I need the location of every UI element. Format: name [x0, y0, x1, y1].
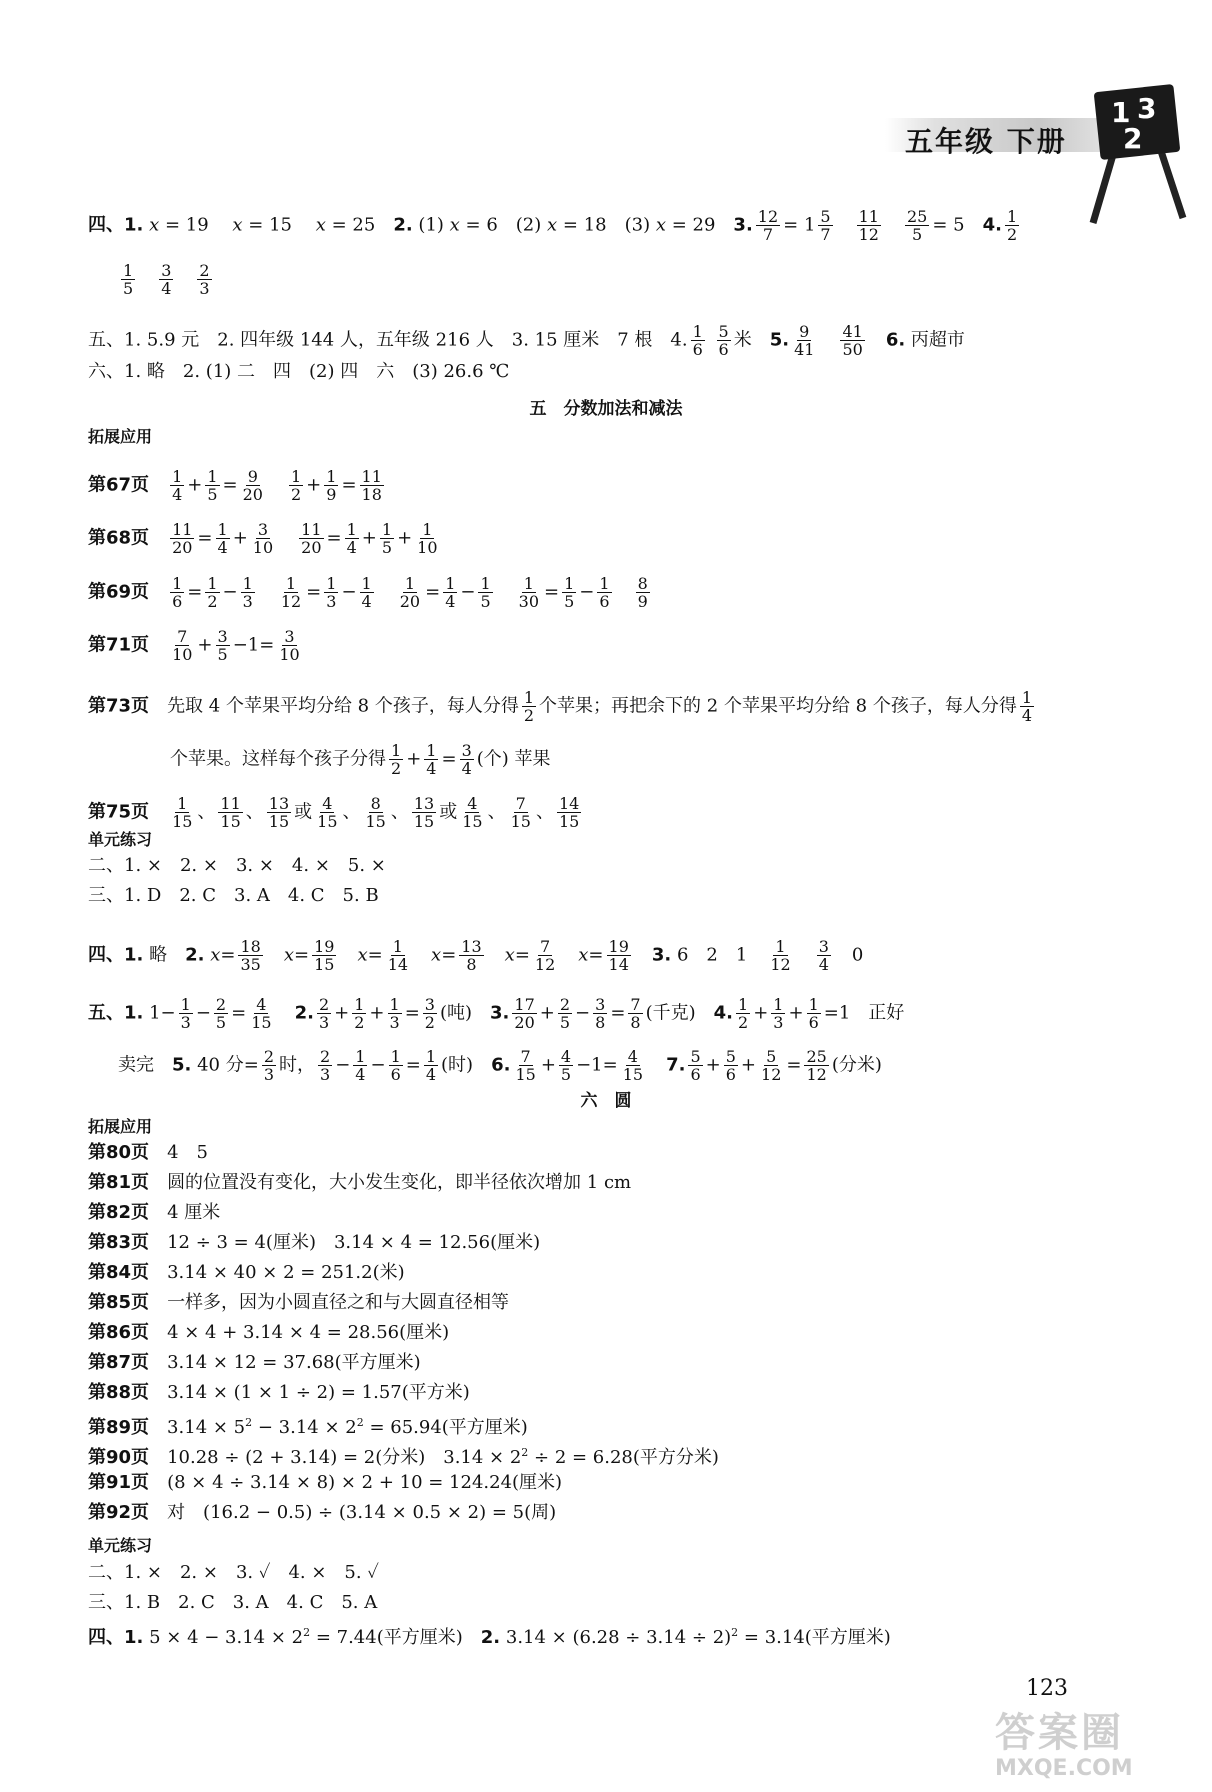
unit5-row-2: 二、1. × 2. × 3. × 4. × 5. ×: [88, 855, 386, 876]
answer-p87: 第87页 3.14 × 12 = 37.68(平方厘米): [88, 1352, 421, 1373]
answer-row-5: 五、1. 5.9 元 2. 四年级 144 人，五年级 216 人 3. 15 厘米 7 根 4. $\frac{1}{6}$ $\frac{5}{6}$ 米 5. $\frac{9}{41}$ $\frac{41}{50}$ 6. 丙超市: [88, 322, 965, 359]
answer-p67: 第67页 $\frac{1}{4}$ + $\frac{1}{5}$ = $\frac{9}{20}$ $\frac{1}{2}$ + $\frac{1}{9}$ = $\frac{11}{18}$: [88, 467, 382, 504]
unit6-row-4: 四、1. $5 \times 4 - 3.14 \times 2^2 = 7.44$(平方厘米) 2. $3.14 \times (6.28 \div 3.14 \div 2)^2 = 3.14$(平方厘米): [88, 1626, 891, 1648]
chalkboard-icon: [1085, 78, 1195, 228]
grade-title: 五年级: [905, 125, 996, 158]
answer-p91: 第91页 (8 × 4 ÷ 3.14 × 8) × 2 + 10 = 124.24(厘米): [88, 1472, 563, 1493]
extension-heading-6: 拓展应用: [88, 1117, 153, 1136]
answer-p82: 第82页 4 厘米: [88, 1202, 221, 1223]
unit5-row-5-cont: 卖完 5. 40 分= $\frac{2}{3}$ 时， $\frac{2}{3}$ − $\frac{1}{4}$ − $\frac{1}{6}$ = $\frac{1}{4}$ (时) 6. $\frac{7}{15}$ + $\frac{4}{5}$ −1= $\frac{4}{15}$ 7. $\frac{5}{6}$ + $\frac{5}{6}$ + $\frac{5}{12}$ = $\frac{25}{12}$ (分米): [118, 1047, 882, 1084]
answer-p75: 第75页 $\frac{1}{15}$ 、 $\frac{11}{15}$ 、 $\frac{13}{15}$ 或 $\frac{4}{15}$ 、 $\frac{8}{15}$ 、 $\frac{13}{15}$ 或 $\frac{4}{15}$ 、 $\frac{7}{15}$ 、 $\frac{14}{15}$: [88, 794, 580, 831]
unit6-row-2: 二、1. × 2. × 3. ✓ 4. × 5. ✓: [88, 1562, 379, 1583]
answer-p90: 第90页 10.28 ÷ (2 + 3.14) = 2(分米) $3.14 \times 2^2 \div 2 = 6.28$(平方分米): [88, 1446, 719, 1468]
answer-row-6: 六、1. 略 2. (1) 二 四 (2) 四 六 (3) 26.6 ℃: [88, 361, 510, 382]
volume-title: 下册: [1006, 125, 1067, 158]
svg-text:2: 2: [1123, 122, 1143, 155]
answer-p85: 第85页 一样多，因为小圆直径之和与大圆直径相等: [88, 1292, 510, 1313]
header-title: [905, 120, 1067, 160]
answer-p73: 第73页 先取 4 个苹果平均分给 8 个孩子，每人分得 $\frac{1}{2}$ 个苹果；再把余下的 2 个苹果平均分给 8 个孩子，每人分得 $\frac{1}{4}$: [88, 688, 1033, 725]
answer-p73-cont: 个苹果。这样每个孩子分得 $\frac{1}{2}$ + $\frac{1}{4}$ = $\frac{3}{4}$ (个) 苹果: [170, 741, 551, 778]
answer-p88: 第88页 3.14 × (1 × 1 ÷ 2) = 1.57(平方米): [88, 1382, 470, 1403]
unit-practice-heading-5: 单元练习: [88, 830, 153, 849]
answer-p89: 第89页 $3.14 \times 5^2 - 3.14 \times 2^2 = 65.94$(平方厘米): [88, 1416, 528, 1438]
answer-row-4: 四、1. x = 19 x = 15 x = 25 2. (1) x = 6 (2) x = 18 (3) x = 29 3. $\frac{12}{7}$ = 1 $\frac{5}{7}$ $\frac{11}{12}$ $\frac{25}{5}$ = 5 4. $\frac{1}{2}$: [88, 207, 1018, 244]
svg-text:3: 3: [1137, 92, 1157, 125]
answer-p68: 第68页 $\frac{11}{20}$ = $\frac{1}{4}$ + $\frac{3}{10}$ $\frac{11}{20}$ = $\frac{1}{4}$ + $\frac{1}{5}$ + $\frac{1}{10}$: [88, 520, 438, 557]
answer-p92: 第92页 对 (16.2 − 0.5) ÷ (3.14 × 0.5 × 2) = 5(周): [88, 1502, 557, 1523]
unit5-row-5: 五、1. 1− $\frac{1}{3}$ − $\frac{2}{5}$ = $\frac{4}{15}$ 2. $\frac{2}{3}$ + $\frac{1}{2}$ + $\frac{1}{3}$ = $\frac{3}{2}$ (吨) 3. $\frac{17}{20}$ + $\frac{2}{5}$ − $\frac{3}{8}$ = $\frac{7}{8}$ (千克) 4. $\frac{1}{2}$ + $\frac{1}{3}$ + $\frac{1}{6}$ =1 正好: [88, 995, 905, 1032]
svg-text:1: 1: [1111, 96, 1131, 129]
answer-p84: 第84页 3.14 × 40 × 2 = 251.2(米): [88, 1262, 405, 1283]
answer-row-4-cont: $\frac{1}{5}$ $\frac{3}{4}$ $\frac{2}{3}$: [123, 261, 210, 298]
unit5-row-3: 三、1. D 2. C 3. A 4. C 5. B: [88, 885, 379, 906]
unit-practice-heading-6: 单元练习: [88, 1536, 153, 1555]
section-6-title: 六 圆: [580, 1091, 632, 1111]
watermark-logo: 答案圈: [995, 1710, 1124, 1756]
section-5-title: 五 分数加法和减法: [529, 399, 683, 419]
unit6-row-3: 三、1. B 2. C 3. A 4. C 5. A: [88, 1592, 378, 1613]
answer-p86: 第86页 4 × 4 + 3.14 × 4 = 28.56(厘米): [88, 1322, 450, 1343]
unit5-row-4: 四、1. 略 2. x= $\frac{18}{35}$ x= $\frac{19}{15}$ x= $\frac{1}{14}$ x= $\frac{13}{8}$ x= $\frac{7}{12}$ x= $\frac{19}{14}$ 3. 6 2 1 $\frac{1}{12}$ $\frac{3}{4}$ 0: [88, 937, 864, 974]
answer-p69: 第69页 $\frac{1}{6}$ = $\frac{1}{2}$ − $\frac{1}{3}$ $\frac{1}{12}$ = $\frac{1}{3}$ − $\frac{1}{4}$ $\frac{1}{20}$ = $\frac{1}{4}$ − $\frac{1}{5}$ $\frac{1}{30}$ = $\frac{1}{5}$ − $\frac{1}{6}$ $\frac{8}{9}$: [88, 574, 648, 611]
watermark-url: MXQE.COM: [995, 1756, 1133, 1781]
watermark: [995, 1710, 1205, 1790]
answer-p71: 第71页 $\frac{7}{10}$ + $\frac{3}{5}$ −1= $\frac{3}{10}$: [88, 627, 300, 664]
extension-heading: 拓展应用: [88, 427, 153, 446]
page-number: 123: [1026, 1676, 1068, 1701]
answer-p81: 第81页 圆的位置没有变化，大小发生变化，即半径依次增加 1 cm: [88, 1172, 632, 1193]
answer-p83: 第83页 12 ÷ 3 = 4(厘米) 3.14 × 4 = 12.56(厘米): [88, 1232, 541, 1253]
answer-p80: 第80页 4 5: [88, 1142, 208, 1163]
